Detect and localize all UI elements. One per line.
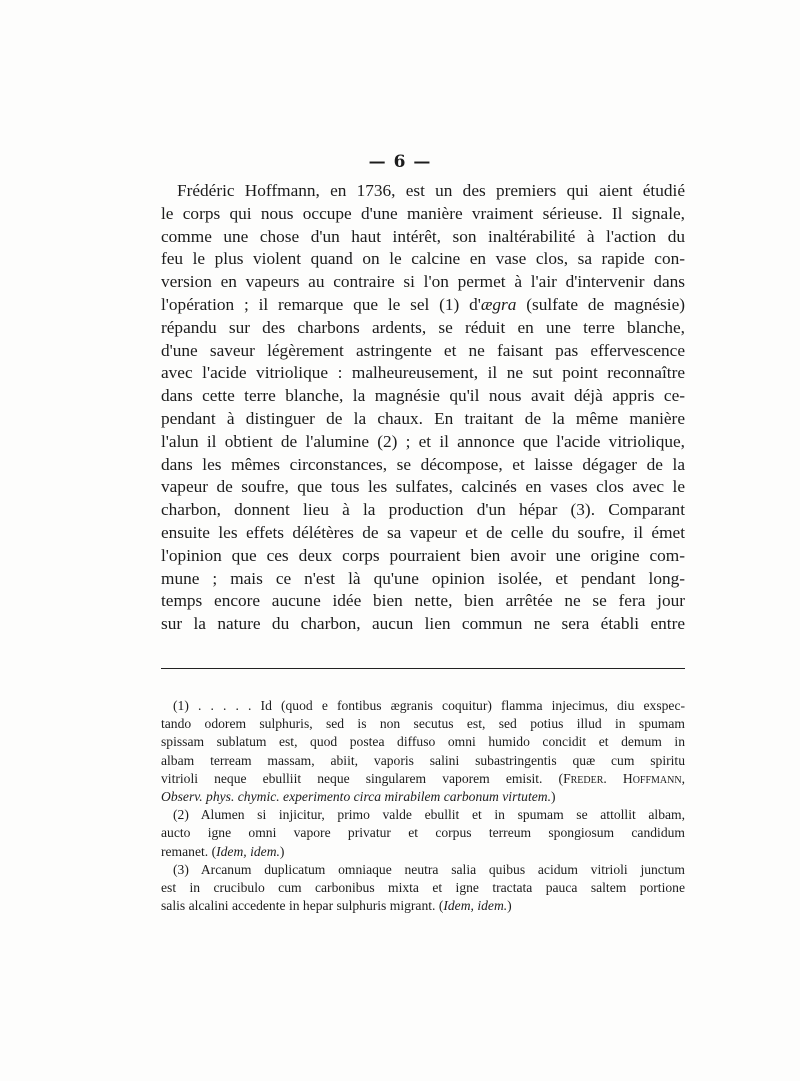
footnote-text: salis alcalini accedente in hepar sulphuris migrant. ( xyxy=(161,898,444,914)
body-line: feu le plus violent quand on le calcine en vase clos, sa rapide con- xyxy=(161,249,685,269)
body-line: pendant à distinguer de la chaux. En traitant de la même manière xyxy=(161,408,685,428)
body-line-with-italic xyxy=(161,294,685,317)
body-line: l'alun il obtient de l'alumine (2) ; et il annonce que l'acide vitriolique, xyxy=(161,431,685,451)
body-line: vapeur de soufre, que tous les sulfates, calcinés en vases clos avec le xyxy=(161,477,685,497)
citation-source: Observ. phys. chymic. experimento circa mirabilem carbonum virtutem. xyxy=(161,788,551,804)
footnote-divider xyxy=(161,668,685,669)
body-line: mune ; mais ce n'est là qu'une opinion isolée, et pendant long- xyxy=(161,568,685,588)
body-line: dans cette terre blanche, la magnésie qu'il nous avait déjà appris ce- xyxy=(161,386,685,406)
page-number: — 6 — xyxy=(368,152,432,172)
body-line: charbon, donnent lieu à la production d'un hépar (3). Comparant xyxy=(161,500,685,520)
footnote-line-citation xyxy=(161,843,685,861)
footnote-line-citation xyxy=(161,770,685,788)
citation-close: ) xyxy=(279,843,285,859)
footnote-line: spissam sublatum est, quod postea diffuso omni humido concidit et demum in xyxy=(161,734,685,750)
citation-author: Freder. Hoffmann, xyxy=(563,770,685,786)
body-line: version en vapeurs au contraire si l'on permet à l'air d'intervenir dans xyxy=(161,272,685,292)
footnote-line-citation xyxy=(161,788,685,806)
body-line: répandu sur des charbons ardents, se réduit en une terre blanche, xyxy=(161,317,685,337)
footnote-line: (1) . . . . . Id (quod e fontibus ægranis coquitur) flamma injecimus, diu exspec- xyxy=(173,698,685,713)
footnote-line-citation xyxy=(161,897,685,915)
body-line: l'opinion que ces deux corps pourraient bien avoir une origine com- xyxy=(161,545,685,565)
body-line: d'une saveur légèrement astringente et ne faisant pas effervescence xyxy=(161,340,685,360)
body-line: dans les mêmes circonstances, se décompose, et laisse dégager de la xyxy=(161,454,685,474)
footnote-line: albam terream massam, abiit, vaporis salini subastringentis quæ cum spiritu xyxy=(161,752,685,768)
footnote-line: est in crucibulo cum carbonibus mixta et igne tractata pauca saltem portione xyxy=(161,879,685,895)
citation-close: ) xyxy=(507,898,512,914)
footnotes xyxy=(161,697,685,915)
footnote-line: aucto igne omni vapore privatur et corpus terreum spongiosum candidum xyxy=(161,825,685,841)
footnote-text: remanet. ( xyxy=(161,843,217,859)
body-line: avec l'acide vitriolique : malheureusement, il ne sut point reconnaître xyxy=(161,363,685,383)
citation-close: ) xyxy=(550,788,556,804)
body-text xyxy=(161,180,685,636)
citation-ref: Idem, idem. xyxy=(443,898,508,914)
footnote-text: vitrioli neque ebulliit neque singularem vaporem emisit. ( xyxy=(161,770,564,786)
body-line: sur la nature du charbon, aucun lien commun ne sera établi entre xyxy=(161,614,685,634)
body-line: Frédéric Hoffmann, en 1736, est un des premiers qui aient étudié xyxy=(177,181,685,200)
body-line: ensuite les effets délétères de sa vapeur et de celle du soufre, il émet xyxy=(161,522,685,542)
body-line: temps encore aucune idée bien nette, bien arrêtée ne se fera jour xyxy=(161,591,685,611)
body-text-segment: l'opération ; il remarque que le sel (1) d' xyxy=(161,294,481,314)
body-text-segment: (sulfate de magnésie) xyxy=(516,294,685,314)
footnote-line: (3) Arcanum duplicatum omniaque neutra salia quibus acidum vitrioli junctum xyxy=(173,861,685,877)
italic-term: ægra xyxy=(480,294,517,314)
footnote-line: (2) Alumen si injicitur, primo valde ebullit et in spumam se attollit albam, xyxy=(173,807,685,823)
body-line: comme une chose d'un haut intérêt, son inaltérabilité à l'action du xyxy=(161,226,685,246)
citation-ref: Idem, idem. xyxy=(216,843,280,859)
footnote-line: tando odorem sulphuris, sed is non secutus est, sed potius illud in spumam xyxy=(161,716,685,732)
body-line: le corps qui nous occupe d'une manière vraiment sérieuse. Il signale, xyxy=(161,203,685,223)
